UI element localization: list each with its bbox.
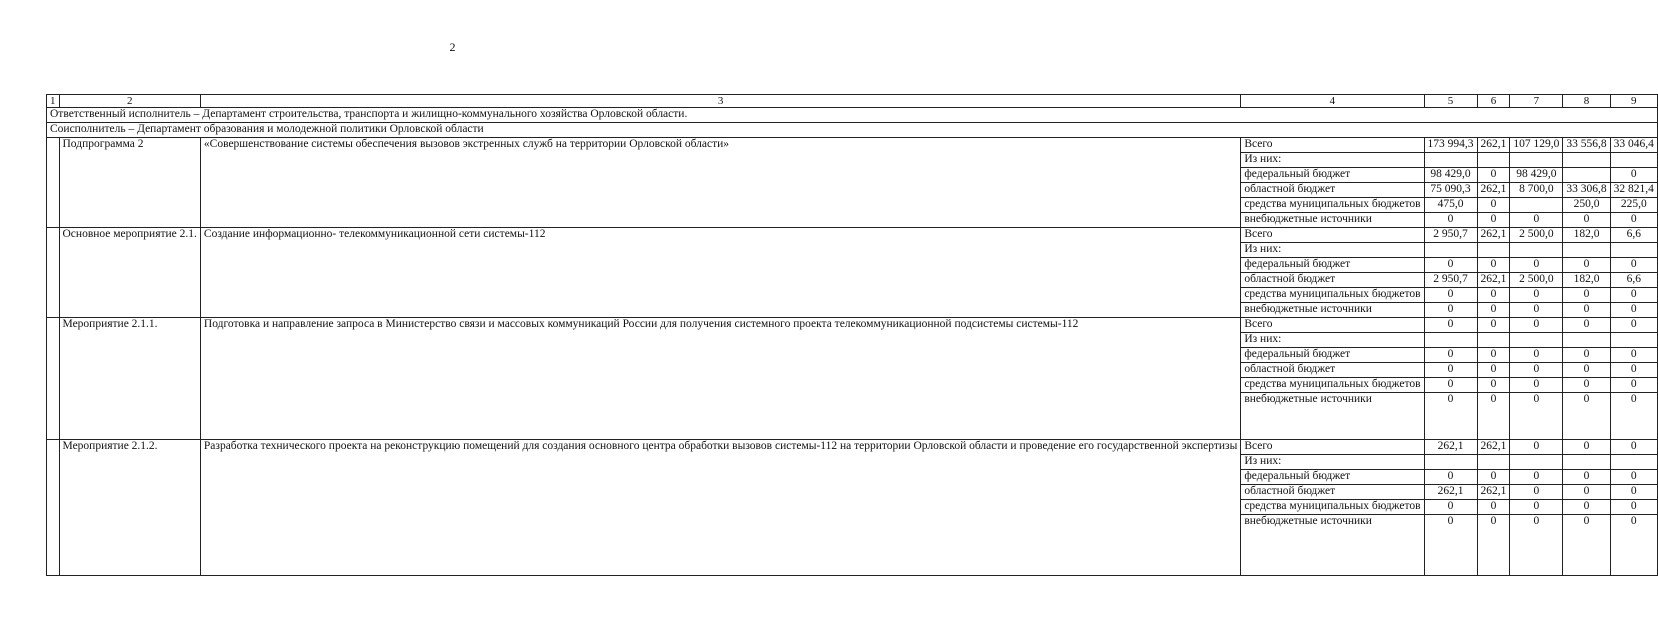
amount-cell: 0 bbox=[1477, 318, 1510, 333]
amount-cell bbox=[1510, 455, 1563, 470]
program-name: Мероприятие 2.1.2. bbox=[59, 440, 200, 576]
column-header: 6 bbox=[1477, 95, 1510, 108]
amount-cell bbox=[1563, 333, 1610, 348]
amount-cell: 0 bbox=[1477, 198, 1510, 213]
program-name: Основное мероприятие 2.1. bbox=[59, 228, 200, 318]
program-name: Подпрограмма 2 bbox=[59, 138, 200, 228]
amount-cell: 0 bbox=[1477, 288, 1510, 303]
amount-cell: 2 950,7 bbox=[1424, 273, 1477, 288]
executor-note-row bbox=[47, 108, 1658, 123]
amount-cell: 6,6 bbox=[1610, 228, 1657, 243]
page-number: 2 bbox=[449, 40, 456, 54]
amount-cell: 262,1 bbox=[1477, 138, 1510, 153]
funding-source-label: Всего bbox=[1241, 440, 1424, 455]
amount-cell: 0 bbox=[1610, 318, 1657, 333]
amount-cell: 0 bbox=[1563, 348, 1610, 363]
amount-cell: 0 bbox=[1424, 288, 1477, 303]
amount-cell: 0 bbox=[1477, 168, 1510, 183]
amount-cell: 0 bbox=[1424, 500, 1477, 515]
column-header: 2 bbox=[59, 95, 200, 108]
row-number-cell bbox=[47, 228, 60, 318]
funding-source-label: областной бюджет bbox=[1241, 363, 1424, 378]
amount-cell bbox=[1424, 455, 1477, 470]
amount-cell bbox=[1563, 455, 1610, 470]
amount-cell bbox=[1477, 333, 1510, 348]
amount-cell: 0 bbox=[1510, 303, 1563, 318]
funding-source-label: Из них: bbox=[1241, 153, 1424, 168]
amount-cell: 0 bbox=[1510, 288, 1563, 303]
amount-cell: 0 bbox=[1563, 363, 1610, 378]
amount-cell: 107 129,0 bbox=[1510, 138, 1563, 153]
column-header: 5 bbox=[1424, 95, 1477, 108]
column-header: 3 bbox=[200, 95, 1240, 108]
amount-cell bbox=[1424, 333, 1477, 348]
column-number-row bbox=[47, 95, 1658, 108]
amount-cell: 0 bbox=[1477, 500, 1510, 515]
amount-cell: 0 bbox=[1424, 363, 1477, 378]
amount-cell: 33 556,8 bbox=[1563, 138, 1610, 153]
column-header: 9 bbox=[1610, 95, 1657, 108]
amount-cell: 0 bbox=[1510, 440, 1563, 455]
amount-cell: 0 bbox=[1563, 303, 1610, 318]
amount-cell: 475,0 bbox=[1424, 198, 1477, 213]
amount-cell: 0 bbox=[1477, 393, 1510, 440]
amount-cell: 33 306,8 bbox=[1563, 183, 1610, 198]
amount-cell: 0 bbox=[1424, 515, 1477, 576]
amount-cell: 0 bbox=[1610, 440, 1657, 455]
funding-source-label: областной бюджет bbox=[1241, 485, 1424, 500]
amount-cell: 0 bbox=[1510, 470, 1563, 485]
funding-source-label: внебюджетные источники bbox=[1241, 303, 1424, 318]
funding-source-label: федеральный бюджет bbox=[1241, 258, 1424, 273]
amount-cell bbox=[1610, 333, 1657, 348]
amount-cell: 0 bbox=[1510, 485, 1563, 500]
table-row bbox=[47, 228, 1658, 243]
amount-cell: 0 bbox=[1563, 440, 1610, 455]
amount-cell: 0 bbox=[1610, 213, 1657, 228]
amount-cell: 262,1 bbox=[1477, 485, 1510, 500]
amount-cell: 0 bbox=[1610, 303, 1657, 318]
funding-source-label: внебюджетные источники bbox=[1241, 213, 1424, 228]
amount-cell: 262,1 bbox=[1424, 440, 1477, 455]
column-header: 7 bbox=[1510, 95, 1563, 108]
amount-cell: 182,0 bbox=[1563, 228, 1610, 243]
amount-cell: 0 bbox=[1610, 470, 1657, 485]
amount-cell: 0 bbox=[1563, 288, 1610, 303]
column-header: 1 bbox=[47, 95, 60, 108]
amount-cell: 0 bbox=[1563, 393, 1610, 440]
row-number-cell bbox=[47, 318, 60, 440]
coexecutor-note: Соисполнитель – Департамент образования и молодежной политики Орловской области bbox=[47, 123, 1658, 138]
funding-source-label: Из них: bbox=[1241, 243, 1424, 258]
funding-source-label: областной бюджет bbox=[1241, 183, 1424, 198]
table-row bbox=[47, 440, 1658, 455]
amount-cell bbox=[1510, 243, 1563, 258]
amount-cell: 0 bbox=[1424, 348, 1477, 363]
amount-cell: 0 bbox=[1424, 318, 1477, 333]
amount-cell bbox=[1510, 153, 1563, 168]
amount-cell: 182,0 bbox=[1563, 273, 1610, 288]
amount-cell: 262,1 bbox=[1477, 228, 1510, 243]
funding-source-label: средства муниципальных бюджетов bbox=[1241, 500, 1424, 515]
amount-cell: 0 bbox=[1610, 485, 1657, 500]
amount-cell: 0 bbox=[1424, 258, 1477, 273]
amount-cell: 98 429,0 bbox=[1510, 168, 1563, 183]
amount-cell: 0 bbox=[1610, 500, 1657, 515]
amount-cell: 250,0 bbox=[1563, 198, 1610, 213]
amount-cell: 0 bbox=[1610, 168, 1657, 183]
funding-source-label: федеральный бюджет bbox=[1241, 470, 1424, 485]
amount-cell: 0 bbox=[1477, 363, 1510, 378]
amount-cell: 0 bbox=[1477, 348, 1510, 363]
amount-cell: 0 bbox=[1563, 500, 1610, 515]
amount-cell bbox=[1477, 243, 1510, 258]
amount-cell: 0 bbox=[1510, 500, 1563, 515]
amount-cell: 0 bbox=[1563, 485, 1610, 500]
column-header: 8 bbox=[1563, 95, 1610, 108]
row-number-cell bbox=[47, 440, 60, 576]
amount-cell bbox=[1424, 153, 1477, 168]
funding-source-label: Из них: bbox=[1241, 333, 1424, 348]
amount-cell bbox=[1510, 333, 1563, 348]
amount-cell: 262,1 bbox=[1477, 183, 1510, 198]
funding-source-label: федеральный бюджет bbox=[1241, 168, 1424, 183]
table-row bbox=[47, 318, 1658, 333]
amount-cell: 262,1 bbox=[1477, 273, 1510, 288]
amount-cell: 0 bbox=[1510, 363, 1563, 378]
funding-source-label: Всего bbox=[1241, 138, 1424, 153]
amount-cell: 0 bbox=[1477, 303, 1510, 318]
amount-cell: 0 bbox=[1477, 470, 1510, 485]
amount-cell: 75 090,3 bbox=[1424, 183, 1477, 198]
amount-cell: 32 821,4 bbox=[1610, 183, 1657, 198]
funding-table bbox=[46, 94, 1658, 576]
amount-cell: 8 700,0 bbox=[1510, 183, 1563, 198]
amount-cell: 0 bbox=[1610, 363, 1657, 378]
amount-cell: 2 500,0 bbox=[1510, 273, 1563, 288]
amount-cell: 2 950,7 bbox=[1424, 228, 1477, 243]
amount-cell bbox=[1563, 153, 1610, 168]
funding-source-label: внебюджетные источники bbox=[1241, 393, 1424, 440]
amount-cell: 0 bbox=[1563, 515, 1610, 576]
amount-cell: 6,6 bbox=[1610, 273, 1657, 288]
amount-cell: 262,1 bbox=[1477, 440, 1510, 455]
amount-cell: 0 bbox=[1477, 378, 1510, 393]
amount-cell: 0 bbox=[1477, 515, 1510, 576]
amount-cell: 0 bbox=[1563, 213, 1610, 228]
column-header: 4 bbox=[1241, 95, 1424, 108]
funding-source-label: Всего bbox=[1241, 318, 1424, 333]
amount-cell: 0 bbox=[1424, 303, 1477, 318]
amount-cell: 33 046,4 bbox=[1610, 138, 1657, 153]
amount-cell: 0 bbox=[1477, 213, 1510, 228]
funding-source-label: средства муниципальных бюджетов bbox=[1241, 288, 1424, 303]
amount-cell: 0 bbox=[1510, 348, 1563, 363]
funding-source-label: областной бюджет bbox=[1241, 273, 1424, 288]
amount-cell bbox=[1477, 153, 1510, 168]
executor-note: Ответственный исполнитель – Департамент строительства, транспорта и жилищно-коммунального хозяйства Орловской области. bbox=[47, 108, 1658, 123]
amount-cell bbox=[1610, 455, 1657, 470]
amount-cell: 0 bbox=[1424, 213, 1477, 228]
table-row bbox=[47, 138, 1658, 153]
program-description: «Совершенствование системы обеспечения вызовов экстренных служб на территории Орловской области» bbox=[200, 138, 1240, 228]
funding-source-label: Всего bbox=[1241, 228, 1424, 243]
program-description: Разработка технического проекта на реконструкцию помещений для создания основного центра обработки вызовов системы-112 на территории Орловской области и проведение его государственной экспертизы bbox=[200, 440, 1240, 576]
amount-cell: 0 bbox=[1510, 393, 1563, 440]
amount-cell bbox=[1563, 243, 1610, 258]
amount-cell bbox=[1424, 243, 1477, 258]
program-description: Подготовка и направление запроса в Министерство связи и массовых коммуникаций России для получения системного проекта телекоммуникационной подсистемы системы-112 bbox=[200, 318, 1240, 440]
amount-cell: 0 bbox=[1563, 470, 1610, 485]
amount-cell: 0 bbox=[1510, 515, 1563, 576]
funding-source-label: внебюджетные источники bbox=[1241, 515, 1424, 576]
amount-cell: 0 bbox=[1424, 470, 1477, 485]
amount-cell: 262,1 bbox=[1424, 485, 1477, 500]
coexecutor-note-row bbox=[47, 123, 1658, 138]
amount-cell bbox=[1477, 455, 1510, 470]
funding-source-label: федеральный бюджет bbox=[1241, 348, 1424, 363]
amount-cell: 0 bbox=[1510, 258, 1563, 273]
amount-cell: 0 bbox=[1563, 318, 1610, 333]
amount-cell: 98 429,0 bbox=[1424, 168, 1477, 183]
amount-cell: 0 bbox=[1610, 393, 1657, 440]
row-number-cell bbox=[47, 138, 60, 228]
amount-cell bbox=[1563, 168, 1610, 183]
program-name: Мероприятие 2.1.1. bbox=[59, 318, 200, 440]
amount-cell: 0 bbox=[1424, 378, 1477, 393]
amount-cell: 225,0 bbox=[1610, 198, 1657, 213]
amount-cell: 173 994,3 bbox=[1424, 138, 1477, 153]
amount-cell bbox=[1510, 198, 1563, 213]
amount-cell: 0 bbox=[1510, 213, 1563, 228]
program-description: Создание информационно- телекоммуникационной сети системы-112 bbox=[200, 228, 1240, 318]
amount-cell: 2 500,0 bbox=[1510, 228, 1563, 243]
amount-cell: 0 bbox=[1563, 258, 1610, 273]
funding-source-label: Из них: bbox=[1241, 455, 1424, 470]
amount-cell bbox=[1610, 243, 1657, 258]
amount-cell: 0 bbox=[1510, 318, 1563, 333]
amount-cell: 0 bbox=[1610, 288, 1657, 303]
amount-cell: 0 bbox=[1610, 258, 1657, 273]
amount-cell: 0 bbox=[1510, 378, 1563, 393]
amount-cell: 0 bbox=[1610, 378, 1657, 393]
amount-cell bbox=[1610, 153, 1657, 168]
amount-cell: 0 bbox=[1477, 258, 1510, 273]
amount-cell: 0 bbox=[1610, 348, 1657, 363]
amount-cell: 0 bbox=[1563, 378, 1610, 393]
funding-source-label: средства муниципальных бюджетов bbox=[1241, 378, 1424, 393]
amount-cell: 0 bbox=[1610, 515, 1657, 576]
amount-cell: 0 bbox=[1424, 393, 1477, 440]
funding-source-label: средства муниципальных бюджетов bbox=[1241, 198, 1424, 213]
